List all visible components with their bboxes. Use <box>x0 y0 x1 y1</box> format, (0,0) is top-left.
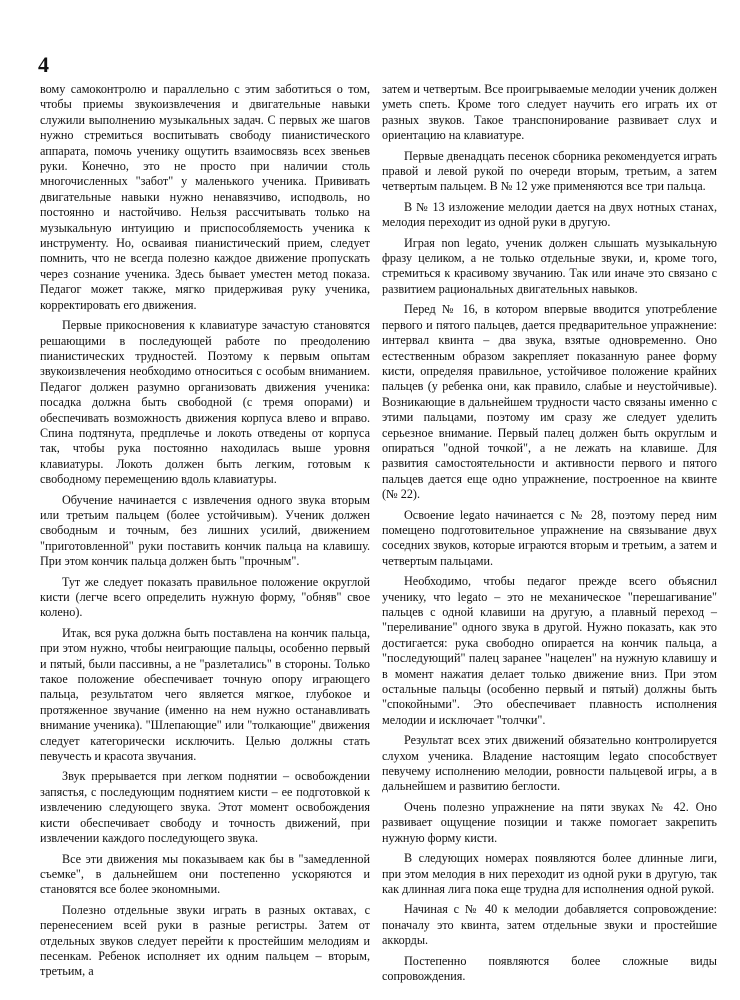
paragraph: Звук прерывается при легком поднятии – освобождении запястья, с последующим поднятием кисти – ее подготовкой к извлечению следующего звука. Этот момент освобождения кисти обеспечивает свободу и точность движений, при извлечении каждого последующего звука. <box>40 769 370 846</box>
paragraph: Итак, вся рука должна быть поставлена на кончик пальца, при этом нужно, чтобы неиграющие пальцы, особенно первый и пятый, были пассивны, а не "разлетались" в стороны. Только такое положение обеспечивает точную опору играющего пальца, результатом чего является мягкое, глубокое и протяженное звучание (именно на нем нужно останавливать внимание ученика). "Шлепающие" или "толкающие" движения следует категорически исключить. Целью должны стать певучесть и красота звучания. <box>40 625 370 764</box>
paragraph: Полезно отдельные звуки играть в разных октавах, с перенесением всей руки в разные регистры. Затем от отдельных звуков следует перейти к простейшим мелодиям и песенкам. Ребенок исполняет их одним пальцем – вторым, третьим, а <box>40 902 370 979</box>
right-text-column <box>382 82 717 989</box>
paragraph: В следующих номерах появляются более длинные лиги, при этом мелодия в них переходит из одной руки в другую, так как длинная лига пока еще трудна для исполнения одной рукой. <box>382 851 717 896</box>
paragraph: Постепенно появляются более сложные виды сопровождения. <box>382 953 717 983</box>
paragraph: Первые двенадцать песенок сборника рекомендуется играть правой и левой рукой по очереди вторым, третьим, а затем четвертым пальцем. В № 12 уже применяются все три пальца. <box>382 148 717 194</box>
paragraph: Перед № 16, в котором впервые вводится употребление первого и пятого пальцев, дается предварительное упражнение: интервал квинта – два звука, взятые одновременно. Оно естественным образом закрепляет показанную ранее форму кисти, определяя правильное, устойчивое положение крайних пальцев (у ребенка они, как правило, слабые и неустойчивые). Возникающие в дальнейшем трудности часто связаны именно с этими пальцами, поэтому им сразу же следует уделить серьезное внимание. Первый палец должен быть округлым и опираться "одной точкой", а не лежать на клавише. Для развития самостоятельности и активности первого и пятого пальцев дается еще одно упражнение, построенное на квинте (№ 22). <box>382 302 717 502</box>
paragraph: затем и четвертым. Все проигрываемые мелодии ученик должен уметь спеть. Кроме того следует научить его играть их от разных звуков. Такое транспонирование развивает слух и ориентацию на клавиатуре. <box>382 82 717 143</box>
paragraph: Тут же следует показать правильное положение округлой кисти (легче всего определить нужную форму, "обняв" свое колено). <box>40 574 370 620</box>
paragraph: Очень полезно упражнение на пяти звуках № 42. Оно развивает ощущение позиции и также помогает закрепить нужную форму кисти. <box>382 799 717 845</box>
paragraph: В № 13 изложение мелодии дается на двух нотных станах, мелодия переходит из одной руки в другую. <box>382 199 717 230</box>
paragraph: Начиная с № 40 к мелодии добавляется сопровождение: поначалу это квинта, затем отдельные звуки и простейшие аккорды. <box>382 902 717 948</box>
paragraph: Играя non legato, ученик должен слышать музыкальную фразу целиком, а не только отдельные звуки, и, кроме того, стремиться к красивому звучанию. Так или иначе это связано с развитием рациональных двигательных навыков. <box>382 235 717 296</box>
paragraph: Результат всех этих движений обязательно контролируется слухом ученика. Владение настоящим legato способствует певучему исполнению мелодии, ровности пальцевой игры, а в дальнейшем и развитию беглости. <box>382 733 717 794</box>
left-text-column <box>40 82 370 985</box>
paragraph: Первые прикосновения к клавиатуре зачастую становятся решающими в последующей работе по преодолению пианистических трудностей. Поэтому к первым опытам звукоизвлечения необходимо относиться с особым вниманием. Педагог должен разумно организовать движения ученика: посадка должна быть свободной (с тремя опорами) и обеспечивать возможность движения корпуса влево и вправо. Спина подтянута, предплечье и локоть отведены от корпуса так, чтобы рука постоянно находилась выше уровня клавиатуры. Локоть должен быть легким, готовым к свободному перемещению вдоль клавиатуры. <box>40 318 370 487</box>
paragraph: Необходимо, чтобы педагог прежде всего объяснил ученику, что legato – это не механическое "перешагивание" пальцев с одной клавиши на другую, а плавный переход – "переливание" одного звука в другой. Нужно показать, как это достигается: рука свободно опирается на кончик пальца, а "последующий" палец заранее "нацелен" на нужную клавишу и в момент нажатия делает только движение вниз. При этом остальные пальцы (особенно первый и пятый) должны быть "спокойными". Это обеспечивает плавность исполнения мелодии и исключает "толчки". <box>382 574 717 727</box>
paragraph: Все эти движения мы показываем как бы в "замедленной съемке", в дальнейшем они постепенно ускоряются и становятся все более экономными. <box>40 851 370 897</box>
page-number: 4 <box>38 52 49 77</box>
paragraph: вому самоконтролю и параллельно с этим заботиться о том, чтобы приемы звукоизвлечения и двигательные навыки служили выполнению музыкальных задач. С первых же шагов нужно стремиться воспитывать свободу пианистического аппарата, помочь ученику ощутить взаимосвязь всех звеньев руки. Конечно, это не просто при наличии столь многочисленных "забот" у маленького ученика. Прививать двигательные навыки нужно ненавязчиво, исподволь, но постоянно и настойчиво. Нельзя рассчитывать только на музыкальную интуицию и приспособляемость ученика к инструменту. Но, осваивая пианистический прием, следует помнить, что не всегда полезно каждое движение пропускать через сознание ученика. Здесь бывает уместен метод показа. Педагог может также, мягко придерживая руку ученика, корректировать его движения. <box>40 82 370 312</box>
paragraph: Обучение начинается с извлечения одного звука вторым или третьим пальцем (более устойчивым). Ученик должен свободным и точным, без лишних усилий, движением "приготовленной" руки поставить кончик пальца на клавишу. При этом кончик пальца должен быть "прочным". <box>40 492 370 569</box>
paragraph: Освоение legato начинается с № 28, поэтому перед ним помещено подготовительное упражнение на связывание двух соседних звуков, которые играются вторым и третьим, а затем и четвертым пальцами. <box>382 507 717 568</box>
